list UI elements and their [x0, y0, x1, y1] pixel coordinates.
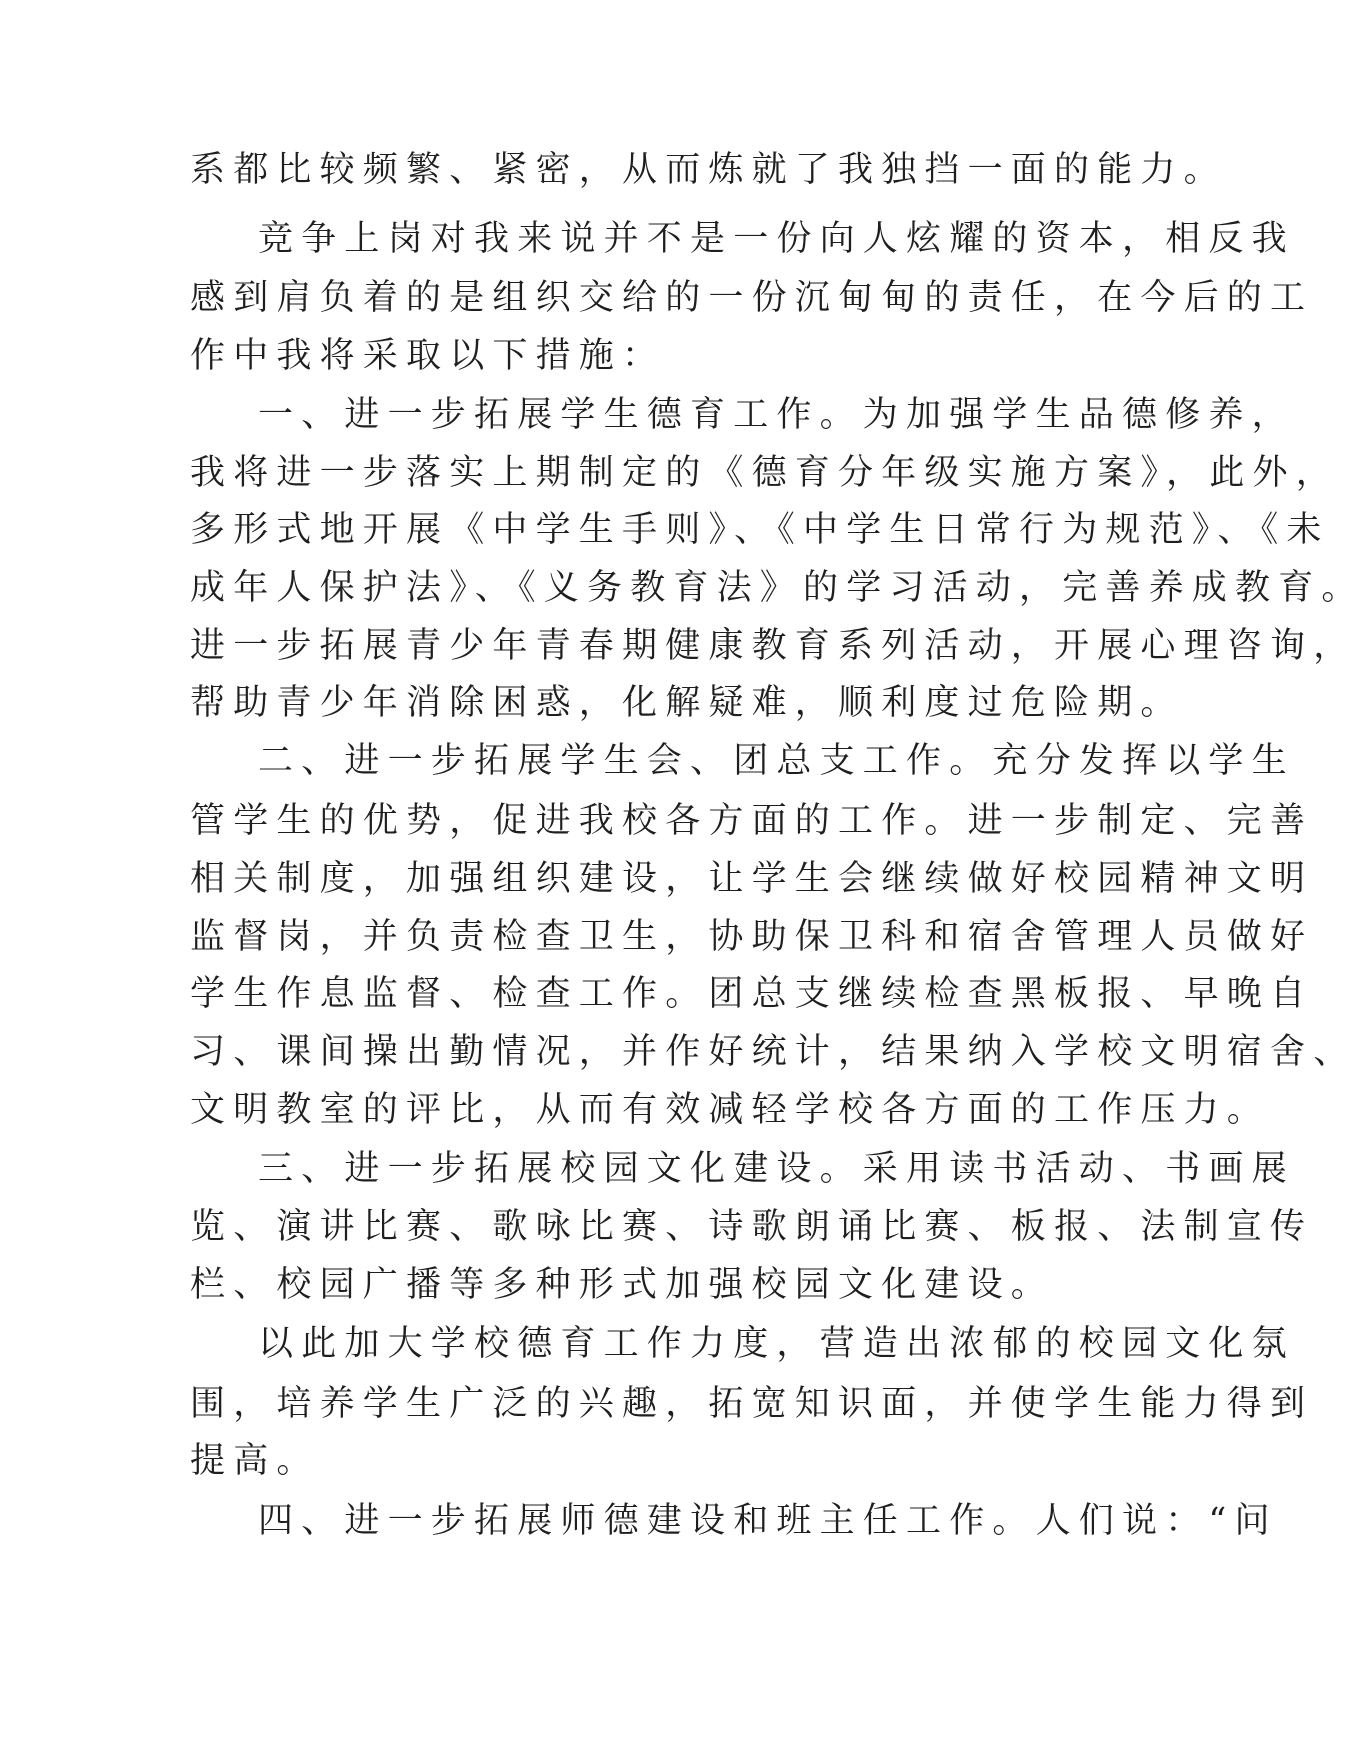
text-line: 一、进一步拓展学生德育工作。为加强学生品德修养，	[258, 395, 1295, 435]
text-line: 相关制度，加强组织建设，让学生会继续做好校园精神文明	[190, 859, 1314, 899]
text-line: 栏、校园广播等多种形式加强校园文化建设。	[190, 1265, 1055, 1305]
text-line: 监督岗，并负责检查卫生，协助保卫科和宿舍管理人员做好	[190, 917, 1314, 957]
text-line: 管学生的优势，促进我校各方面的工作。进一步制定、完善	[190, 801, 1314, 841]
text-line: 感到肩负着的是组织交给的一份沉甸甸的责任，在今后的工	[190, 278, 1314, 318]
text-line: 四、进一步拓展师德建设和班主任工作。人们说：“问	[258, 1501, 1278, 1541]
text-line: 成年人保护法》、《义务教育法》的学习活动，完善养成教育。	[190, 568, 1365, 608]
text-line: 以此加大学校德育工作力度，营造出浓郁的校园文化氛	[258, 1324, 1295, 1364]
text-line: 进一步拓展青少年青春期健康教育系列活动，开展心理咨询，	[190, 626, 1357, 666]
text-line: 览、演讲比赛、歌咏比赛、诗歌朗诵比赛、板报、法制宣传	[190, 1207, 1314, 1247]
text-line: 习、课间操出勤情况，并作好统计，结果纳入学校文明宿舍、	[190, 1032, 1357, 1072]
text-line: 三、进一步拓展校园文化建设。采用读书活动、书画展	[258, 1149, 1295, 1189]
text-line: 作中我将采取以下措施：	[190, 336, 666, 376]
text-line: 文明教室的评比，从而有效减轻学校各方面的工作压力。	[190, 1090, 1271, 1130]
text-line: 竞争上岗对我来说并不是一份向人炫耀的资本，相反我	[258, 219, 1295, 259]
text-line: 提高。	[190, 1441, 320, 1481]
text-line: 学生作息监督、检查工作。团总支继续检查黑板报、早晚自	[190, 974, 1314, 1014]
text-line: 帮助青少年消除困惑，化解疑难，顺利度过危险期。	[190, 683, 1184, 723]
text-line: 系都比较频繁、紧密，从而炼就了我独挡一面的能力。	[190, 150, 1227, 190]
text-line: 围，培养学生广泛的兴趣，拓宽知识面，并使学生能力得到	[190, 1384, 1314, 1424]
text-line: 二、进一步拓展学生会、团总支工作。充分发挥以学生	[258, 741, 1295, 781]
text-line: 多形式地开展《中学生手则》、《中学生日常行为规范》、《未	[190, 510, 1330, 550]
text-line: 我将进一步落实上期制定的《德育分年级实施方案》，此外，	[190, 453, 1339, 493]
